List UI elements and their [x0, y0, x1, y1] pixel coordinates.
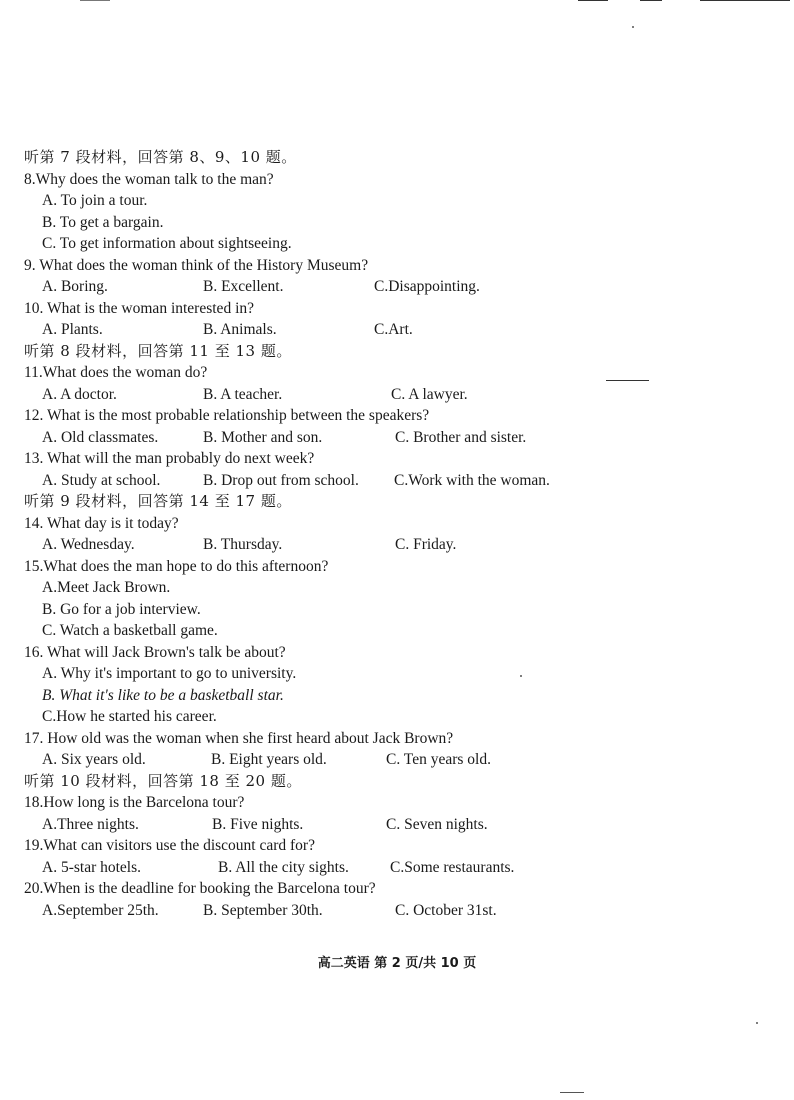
question-19-option-b: B. All the city sights. [218, 858, 349, 876]
question-20-option-a: A.September 25th. [42, 901, 159, 919]
question-13-option-b: B. Drop out from school. [203, 471, 359, 489]
question-18-option-c: C. Seven nights. [386, 815, 488, 833]
question-15-option-a: A.Meet Jack Brown. [42, 579, 171, 596]
question-17-option-b: B. Eight years old. [211, 751, 327, 768]
question-15-option-b: B. Go for a job interview. [42, 600, 201, 618]
question-20-options [24, 900, 764, 922]
question-9-option-b: B. Excellent. [203, 278, 284, 295]
question-17-option-c: C. Ten years old. [386, 751, 491, 768]
page-footer: 高二英语 第 2 页/共 10 页 [317, 956, 477, 971]
question-13-options [24, 470, 764, 492]
question-9-stem: 9. What does the woman think of the History Museum? [24, 256, 369, 274]
question-16-option-b: B. What it's like to be a basketball star. [42, 686, 284, 704]
question-18-options [24, 814, 764, 836]
section-heading-8: 听第 8 段材料，回答第 11 至 13 题。 [24, 341, 292, 360]
question-17-stem: 17. How old was the woman when she first heard about Jack Brown? [24, 729, 454, 747]
question-10-options [24, 319, 764, 341]
question-16-stem: 16. What will Jack Brown's talk be about? [24, 643, 286, 661]
question-14-option-c: C. Friday. [395, 536, 457, 553]
question-18-option-b: B. Five nights. [212, 815, 304, 833]
question-13-option-a: A. Study at school. [42, 471, 161, 489]
question-20-option-b: B. September 30th. [203, 901, 323, 919]
section-heading-9: 听第 9 段材料，回答第 14 至 17 题。 [24, 492, 292, 510]
question-14-option-b: B. Thursday. [203, 536, 283, 553]
question-8-option-b: B. To get a bargain. [42, 213, 164, 231]
question-19-option-c: C.Some restaurants. [390, 858, 515, 876]
question-16-option-a: A. Why it's important to go to university. [42, 665, 297, 682]
question-14-option-a: A. Wednesday. [42, 536, 135, 553]
question-10-option-a: A. Plants. [42, 321, 103, 338]
question-11-options [24, 384, 764, 406]
question-17-option-a: A. Six years old. [42, 751, 146, 768]
question-12-option-c: C. Brother and sister. [395, 428, 527, 446]
question-11-stem: 11.What does the woman do? [24, 364, 208, 381]
question-8-option-a: A. To join a tour. [42, 192, 148, 209]
question-16-option-c: C.How he started his career. [42, 708, 217, 725]
question-18-stem: 18.How long is the Barcelona tour? [24, 794, 245, 811]
scan-mark-top-right-2 [640, 0, 662, 1]
question-20-stem: 20.When is the deadline for booking the Barcelona tour? [24, 880, 376, 897]
question-10-option-c: C.Art. [374, 321, 413, 338]
question-14-stem: 14. What day is it today? [24, 514, 179, 532]
question-15-option-c: C. Watch a basketball game. [42, 622, 218, 639]
question-9-option-c: C.Disappointing. [374, 278, 480, 295]
question-9-option-a: A. Boring. [42, 278, 108, 295]
scan-mark-bottom [560, 1092, 584, 1093]
question-9-options [24, 276, 764, 298]
question-20-option-c: C. October 31st. [395, 901, 497, 919]
question-12-stem: 12. What is the most probable relationship between the speakers? [24, 407, 430, 424]
question-17-options [24, 749, 764, 771]
question-11-option-b: B. A teacher. [203, 385, 283, 403]
question-19-stem: 19.What can visitors use the discount card for? [24, 837, 315, 854]
question-11-option-a: A. A doctor. [42, 385, 117, 403]
question-19-option-a: A. 5-star hotels. [42, 858, 142, 876]
scan-mark-top-right-1 [578, 0, 608, 1]
question-12-options [24, 427, 764, 449]
question-10-option-b: B. Animals. [203, 321, 277, 338]
scan-dot-1 [632, 26, 634, 28]
question-list [24, 147, 764, 921]
scan-dot-2 [756, 1022, 758, 1024]
question-8-option-c: C. To get information about sightseeing. [42, 235, 292, 252]
question-13-option-c: C.Work with the woman. [394, 471, 550, 489]
question-15-stem: 15.What does the man hope to do this afternoon? [24, 557, 329, 575]
question-11-option-c: C. A lawyer. [391, 385, 468, 403]
question-12-option-a: A. Old classmates. [42, 428, 159, 446]
scan-mark-top-left [80, 0, 110, 1]
question-8-stem: 8.Why does the woman talk to the man? [24, 170, 274, 188]
question-10-stem: 10. What is the woman interested in? [24, 299, 255, 317]
question-14-options [24, 534, 764, 556]
question-18-option-a: A.Three nights. [42, 815, 139, 833]
section-heading-7: 听第 7 段材料，回答第 8、9、10 题。 [24, 148, 297, 166]
question-13-stem: 13. What will the man probably do next week? [24, 450, 315, 467]
scan-mark-top-right-3 [700, 0, 790, 1]
section-heading-10: 听第 10 段材料，回答第 18 至 20 题。 [24, 771, 302, 790]
question-12-option-b: B. Mother and son. [203, 428, 323, 446]
question-19-options [24, 857, 764, 879]
